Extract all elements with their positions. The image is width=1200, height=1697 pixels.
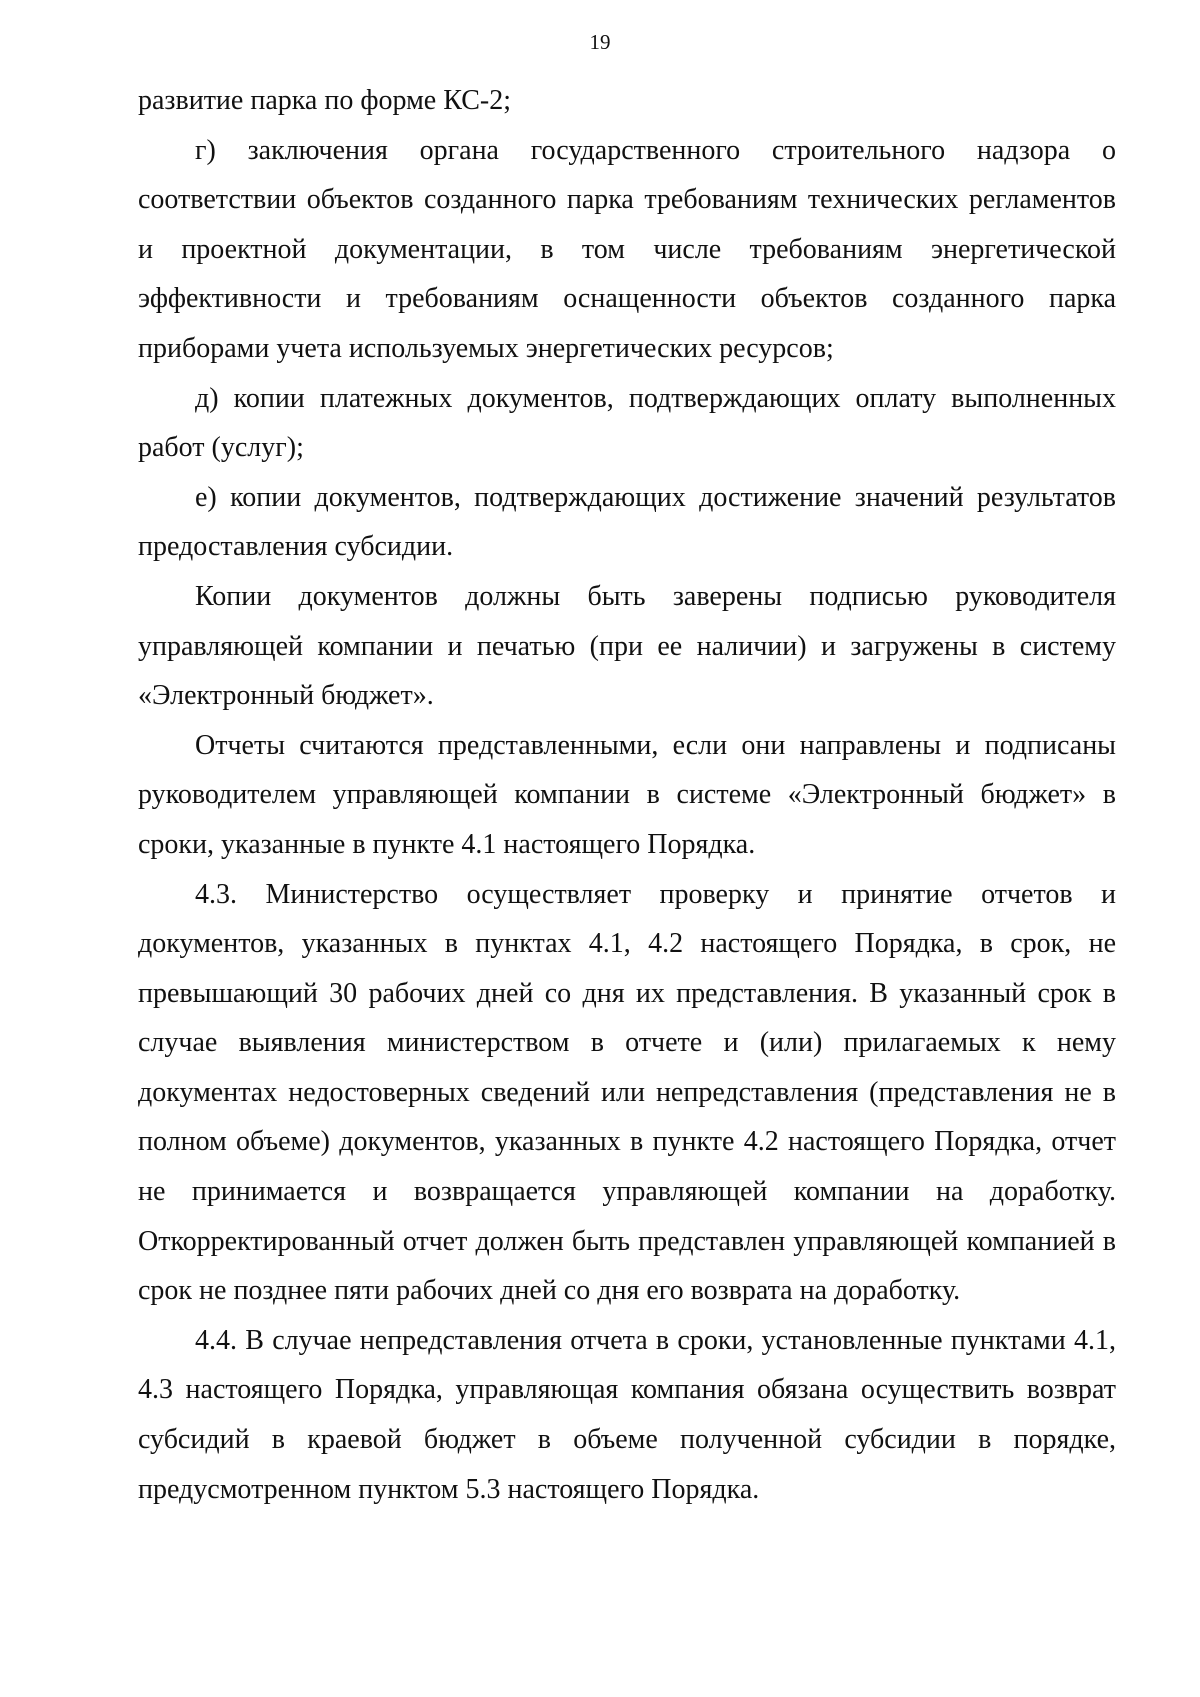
paragraph-reports-submitted: Отчеты считаются представленными, если они направлены и подписаны руководителем управляющей компании в системе «Электронный бюджет» в сроки, указанные в пункте 4.1 настоящего Порядка. (138, 729, 1116, 860)
document-body (138, 76, 1116, 1514)
paragraph-ks2-continuation: развитие парка по форме КС-2; (138, 85, 511, 116)
paragraph-item-d: д) копии платежных документов, подтверждающих оплату выполненных работ (услуг); (138, 382, 1116, 464)
paragraph-section-4-3: 4.3. Министерство осуществляет проверку и принятие отчетов и документов, указанных в пунктах 4.1, 4.2 настоящего Порядка, в срок, не превышающий 30 рабочих дней со дня их представления. В указанный срок в случае выявления министерством в отчете и (или) прилагаемых к нему документах недостоверных сведений или непредставления (представления не в полном объеме) документов, указанных в пункте 4.2 настоящего Порядка, отчет не принимается и возвращается управляющей компании на доработку. Откорректированный отчет должен быть представлен управляющей компанией в срок не позднее пяти рабочих дней со дня его возврата на доработку. (138, 878, 1116, 1307)
page-number: 19 (589, 30, 611, 54)
paragraph-section-4-4: 4.4. В случае непредставления отчета в сроки, установленные пунктами 4.1, 4.3 настоящего Порядка, управляющая компания обязана осуществить возврат субсидий в краевой бюджет в объеме полученной субсидии в порядке, предусмотренном пунктом 5.3 настоящего Порядка. (138, 1324, 1116, 1505)
paragraph-copies-certification: Копии документов должны быть заверены подписью руководителя управляющей компании и печатью (при ее наличии) и загружены в систему «Электронный бюджет». (138, 580, 1116, 712)
paragraph-item-g: г) заключения органа государственного строительного надзора о соответствии объектов созданного парка требованиям технических регламентов и проектной документации, в том числе требованиям энергетической эффективности и требованиям оснащенности объектов созданного парка приборами учета используемых энергетических ресурсов; (138, 134, 1116, 364)
paragraph-item-e: е) копии документов, подтверждающих достижение значений результатов предоставления субсидии. (138, 481, 1116, 563)
